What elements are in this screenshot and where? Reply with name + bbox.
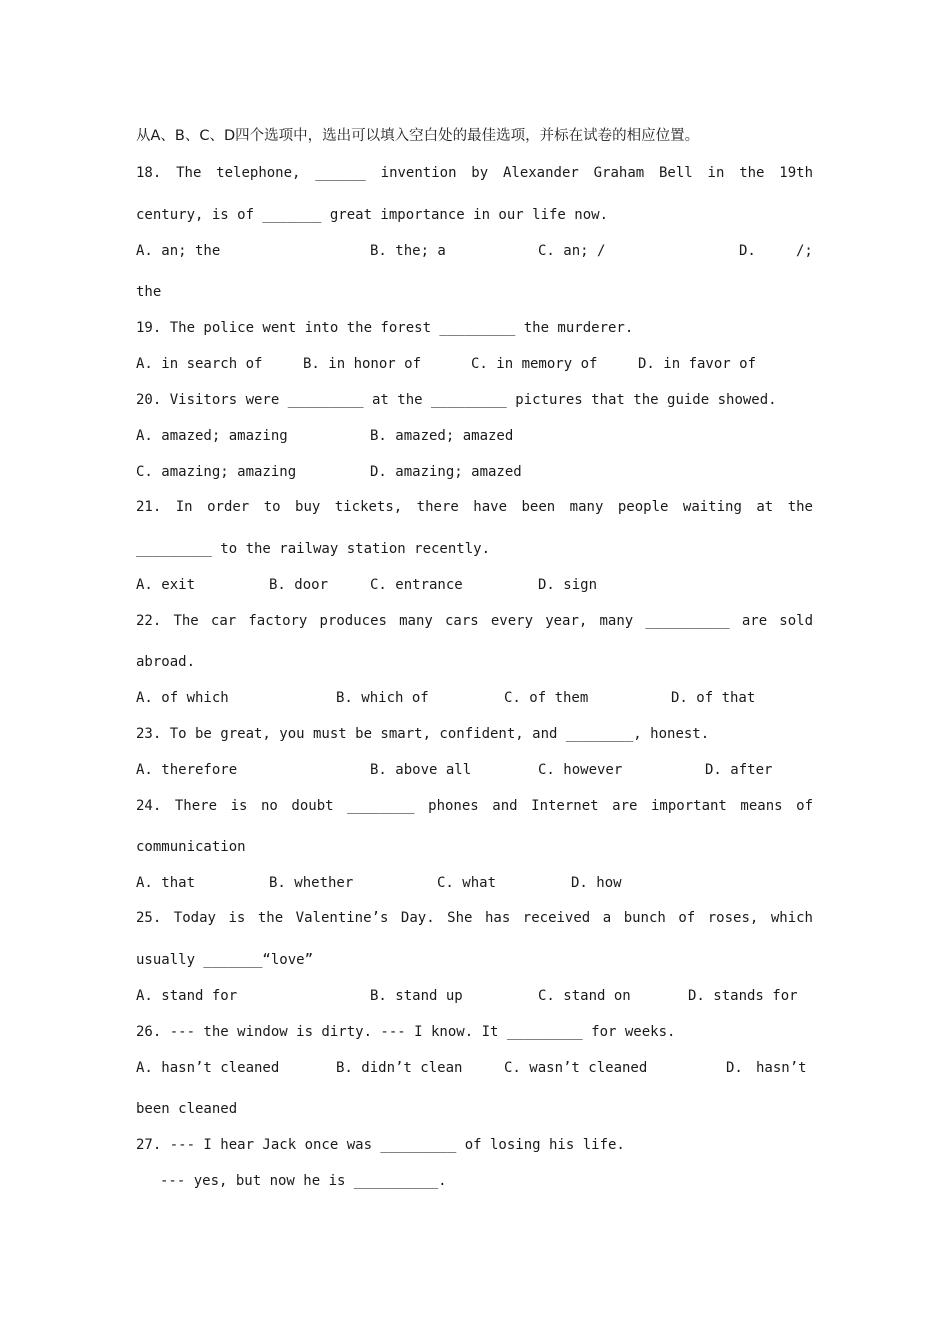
option-c: C. in memory of [471, 356, 598, 372]
option-d: D. of that [671, 690, 756, 706]
question-21-options [136, 575, 813, 595]
option-b: B. in honor of [303, 356, 422, 372]
option-d: D. [726, 1060, 743, 1076]
question-24-options [136, 873, 813, 893]
option-d: D. amazing; amazed [370, 464, 522, 480]
option-d-text: /; [796, 243, 813, 259]
option-a: A. in search of [136, 356, 263, 372]
option-a: A. of which [136, 690, 229, 706]
option-d: D. in favor of [638, 356, 757, 372]
option-d: D. how [571, 875, 622, 891]
option-b: B. whether [269, 875, 354, 891]
question-18-stem: 18. The telephone, ______ invention by Alexander Graham Bell in the 19th [136, 165, 813, 181]
option-d: D. after [705, 762, 773, 778]
question-26-stem: 26. --- the window is dirty. --- I know. It _________ for weeks. [136, 1024, 676, 1040]
question-20-stem: 20. Visitors were _________ at the _________ pictures that the guide showed. [136, 392, 777, 408]
option-b: B. didn’t clean [336, 1060, 463, 1076]
question-24-stem-cont: communication [136, 839, 246, 855]
question-22-stem-cont: abroad. [136, 654, 196, 670]
option-c: C. entrance [370, 577, 463, 593]
question-25-stem-cont: usually _______“love” [136, 952, 314, 968]
option-a: A. that [136, 875, 196, 891]
option-c: C. however [538, 762, 623, 778]
option-b: B. door [269, 577, 329, 593]
option-c: C. amazing; amazing [136, 464, 297, 480]
question-19-options [136, 354, 813, 374]
option-a: A. hasn’t cleaned [136, 1060, 280, 1076]
option-d-text: hasn’t [756, 1060, 807, 1076]
option-c: C. stand on [538, 988, 631, 1004]
question-27-stem: 27. --- I hear Jack once was _________ of losing his life. [136, 1137, 625, 1153]
question-25-stem: 25. Today is the Valentine’s Day. She has received a bunch of roses, which [136, 910, 813, 926]
option-d: D. stands for [688, 988, 798, 1004]
question-22-stem: 22. The car factory produces many cars every year, many __________ are sold [136, 613, 813, 629]
question-21-stem: 21. In order to buy tickets, there have been many people waiting at the [136, 499, 813, 515]
option-b: B. the; a [370, 243, 446, 259]
option-b: B. stand up [370, 988, 463, 1004]
instruction: 从A、B、C、D四个选项中，选出可以填入空白处的最佳选项，并标在试卷的相应位置。 [136, 128, 700, 144]
option-a: A. exit [136, 577, 196, 593]
question-20-options-cd [136, 462, 813, 482]
question-21-stem-cont: _________ to the railway station recently. [136, 541, 491, 557]
option-c: C. what [437, 875, 497, 891]
question-22-options [136, 688, 813, 708]
question-26-option-d-wrap: been cleaned [136, 1101, 238, 1117]
question-23-stem: 23. To be great, you must be smart, confident, and ________, honest. [136, 726, 710, 742]
option-b: B. which of [336, 690, 429, 706]
option-c: C. an; / [538, 243, 606, 259]
question-18-option-d-wrap: the [136, 284, 162, 300]
question-23-options [136, 760, 813, 780]
option-a: A. stand for [136, 988, 238, 1004]
question-25-options [136, 986, 813, 1006]
option-a: A. therefore [136, 762, 238, 778]
question-20-options-ab [136, 426, 813, 446]
question-24-stem: 24. There is no doubt ________ phones and Internet are important means of [136, 798, 813, 814]
option-d: D. sign [538, 577, 598, 593]
question-18-stem-cont: century, is of _______ great importance in our life now. [136, 207, 609, 223]
option-a: A. amazed; amazing [136, 428, 288, 444]
option-c: C. of them [504, 690, 589, 706]
question-19-stem: 19. The police went into the forest _________ the murderer. [136, 320, 634, 336]
question-18-options [136, 241, 813, 261]
option-b: B. above all [370, 762, 472, 778]
option-d: D. [739, 243, 756, 259]
option-c: C. wasn’t cleaned [504, 1060, 648, 1076]
option-a: A. an; the [136, 243, 221, 259]
option-b: B. amazed; amazed [370, 428, 514, 444]
question-27-reply: --- yes, but now he is __________. [160, 1173, 447, 1189]
question-26-options [136, 1058, 813, 1078]
